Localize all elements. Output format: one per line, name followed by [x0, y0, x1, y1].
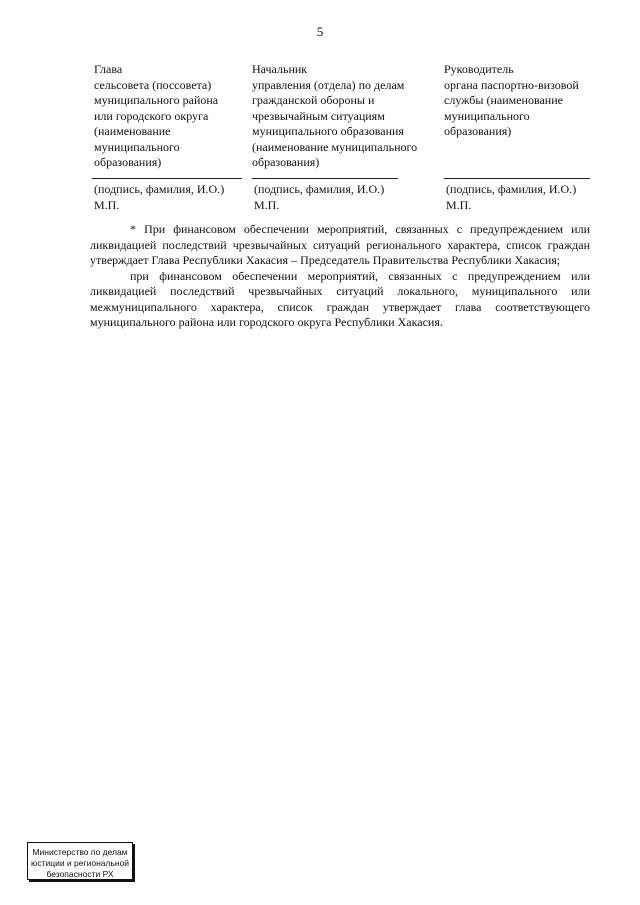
footnote-paragraph: * При финансовом обеспечении мероприятий, связанных с предупреждением или ликвидацией последствий чрезвычайных ситуаций регионального характера, список граждан утверждает Глава Республики Хакасия – Председатель Правительства Республики Хакасия; — [90, 222, 590, 267]
signature-caption: (подпись, фамилия, И.О.) М.П. — [446, 182, 577, 212]
footnote-text — [90, 222, 590, 331]
page-number: 5 — [316, 24, 324, 39]
signature-title-head-of-council: Глава сельсовета (поссовета) муниципального района или городского округа (наименование муниципального образования) — [94, 62, 219, 169]
signature-caption: (подпись, фамилия, И.О.) М.П. — [254, 182, 385, 212]
footnote-paragraph: при финансовом обеспечении мероприятий, связанных с предупреждением или ликвидацией последствий чрезвычайных ситуаций локального, муниципального или межмуниципального характера, список граждан утверждает глава соответствующего муниципального района или городского округа Республики Хакасия. — [90, 268, 590, 329]
signature-title-civil-defense-chief: Начальник управления (отдела) по делам гражданской обороны и чрезвычайным ситуациям муниципального образования (наименование муниципального образования) — [252, 62, 418, 169]
ministry-stamp: Министерство по делам юстиции и региональной безопасности РХ — [27, 842, 133, 880]
signature-title-passport-service-head: Руководитель органа паспортно-визовой службы (наименование муниципального образования) — [444, 62, 579, 138]
signature-line — [444, 178, 590, 179]
signature-caption: (подпись, фамилия, И.О.) М.П. — [94, 182, 225, 212]
signature-line — [92, 178, 242, 179]
signature-line — [252, 178, 398, 179]
